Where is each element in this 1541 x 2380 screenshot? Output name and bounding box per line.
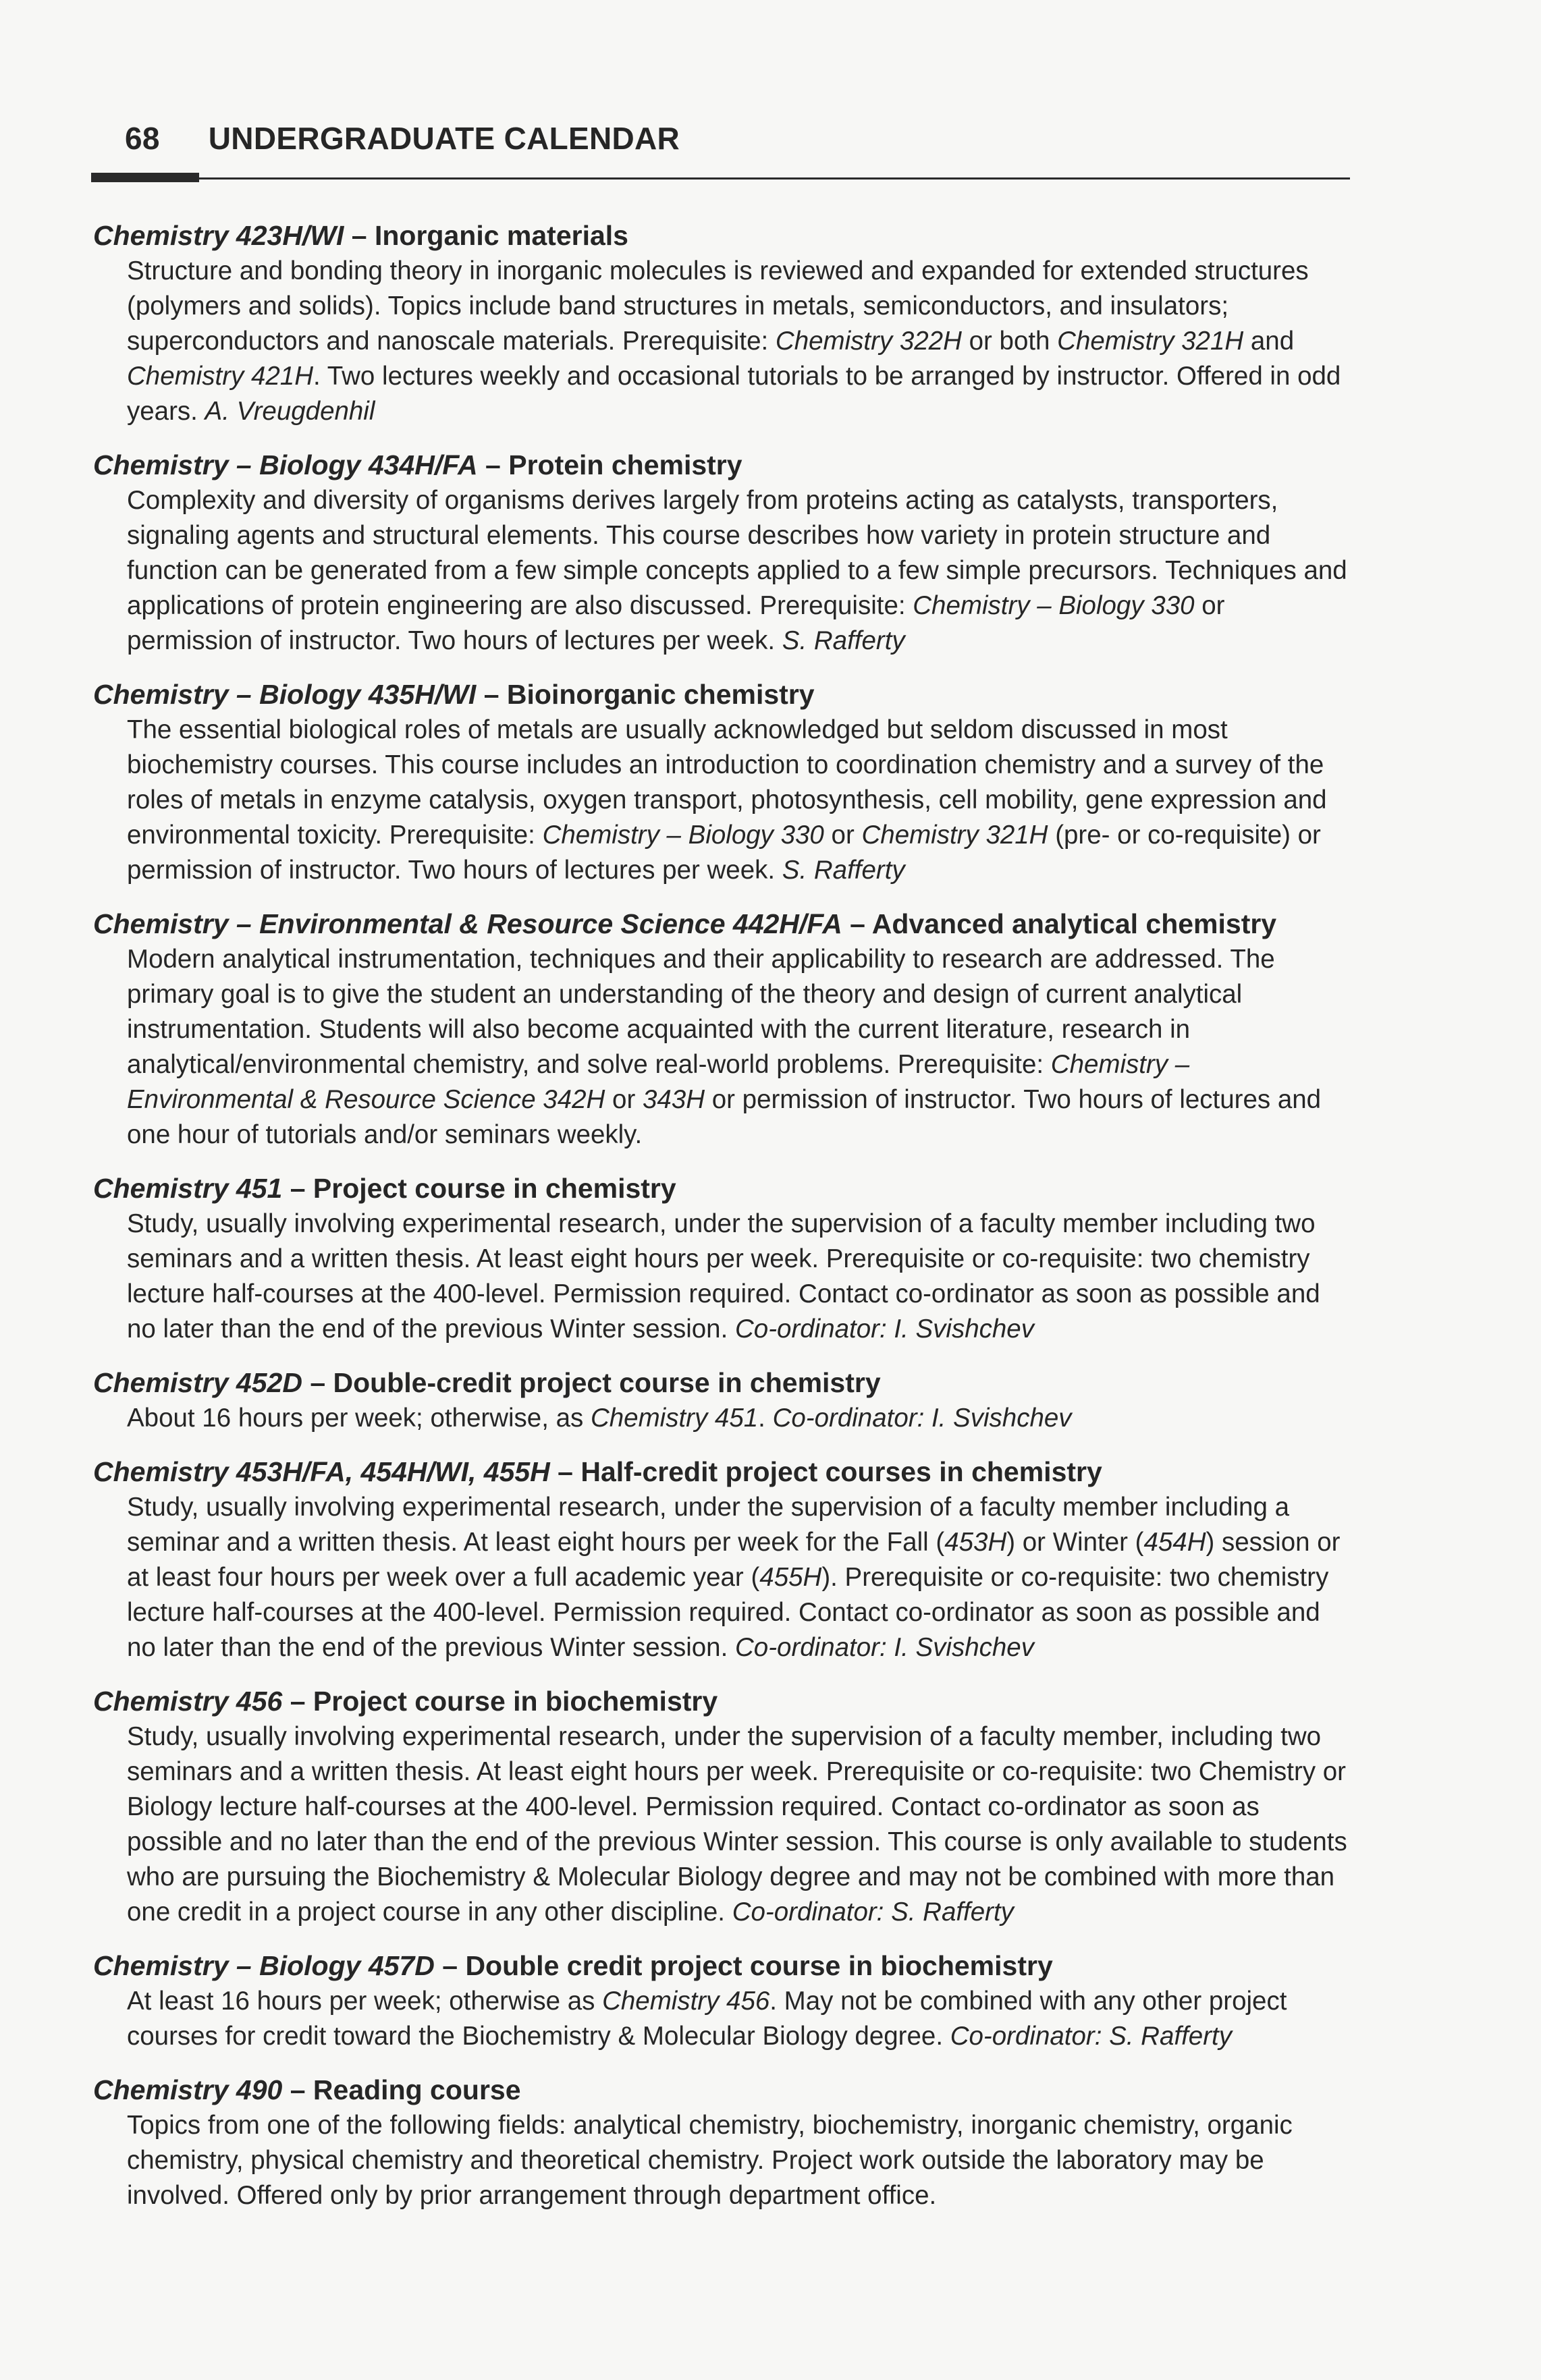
description-text: Topics from one of the following fields: analytical chemistry, biochemistry, inorganic chemistry, organic chemistry, physical chemistry and theoretical chemistry. Project work outside the laboratory may be involved. Offered only by prior arrangement through department office. [127, 2111, 1293, 2210]
course-entry [93, 1947, 1355, 2054]
course-name: Project course in biochemistry [313, 1686, 718, 1717]
page-header [125, 120, 680, 157]
calendar-title: UNDERGRADUATE CALENDAR [208, 121, 680, 156]
course-name: Half-credit project courses in chemistry [580, 1456, 1102, 1487]
course-description [93, 1207, 1355, 1347]
course-title [93, 2072, 1355, 2108]
description-italic: 343H [642, 1085, 705, 1114]
description-text: Study, usually involving experimental research, under the supervision of a faculty member including two seminars and a written thesis. At least eight hours per week. Prerequisite or co-requisite: two chemistry lecture half-courses at the 400-level. Permission required. Contact co-ordinator as soon as possible and no later than the end of the previous Winter session. [127, 1209, 1320, 1344]
description-text: The essential biological roles of metals are usually acknowledged but seldom discussed in most biochemistry courses. This course includes an introduction to coordination chemistry and a survey of the roles of metals in enzyme catalysis, oxygen transport, photosynthesis, cell mobility, gene expression and environmental toxicity. Prerequisite: [127, 715, 1327, 850]
page-number: 68 [125, 121, 160, 156]
description-italic: Chemistry 451 [590, 1404, 759, 1433]
description-text: ). Prerequisite or co-requisite: two chemistry lecture half-courses at the 400-level. Permission required. Contact co-ordinator as soon as possible and no later than the end of the previous Winter session. [127, 1563, 1329, 1662]
description-text: ) session or at least four hours per week over a full academic year ( [127, 1528, 1341, 1592]
course-name: Advanced analytical chemistry [871, 908, 1277, 939]
course-name: Bioinorganic chemistry [506, 679, 815, 710]
description-italic: S. Rafferty [782, 626, 905, 655]
header-rule-accent [91, 173, 199, 182]
description-italic: Chemistry 456 [602, 1987, 770, 2016]
course-name: Inorganic materials [375, 220, 628, 251]
description-text: or [823, 821, 862, 850]
description-text: (pre- or co-requisite) or permission of instructor. Two hours of lectures per week. [127, 821, 1321, 885]
course-title [93, 1947, 1355, 1984]
description-text: . [758, 1404, 773, 1433]
description-text: or [605, 1085, 643, 1114]
title-separator: – [302, 1367, 333, 1398]
course-entry [93, 1683, 1355, 1930]
description-text: ) or Winter ( [1006, 1528, 1144, 1557]
course-code: Chemistry 456 [93, 1686, 283, 1717]
description-italic: Co-ordinator: S. Rafferty [950, 2022, 1232, 2051]
description-italic: Chemistry 321H [1057, 327, 1244, 356]
course-title [93, 676, 1355, 713]
course-description [93, 1490, 1355, 1665]
title-separator: – [434, 1950, 466, 1981]
description-italic: Co-ordinator: I. Svishchev [735, 1633, 1034, 1662]
description-italic: Chemistry – Environmental & Resource Science 342H [127, 1050, 1190, 1114]
course-code: Chemistry – Biology 435H/WI [93, 679, 477, 710]
course-description [93, 942, 1355, 1153]
course-list [93, 217, 1355, 2231]
course-description [93, 1401, 1355, 1436]
course-title [93, 1683, 1355, 1719]
description-italic: Chemistry 421H [127, 362, 314, 391]
course-entry [93, 217, 1355, 429]
description-italic: Chemistry – Biology 330 [542, 821, 824, 850]
course-entry [93, 1170, 1355, 1347]
title-separator: – [842, 908, 872, 939]
description-text: . May not be combined with any other project courses for credit toward the Biochemistry & Molecular Biology degree. [127, 1987, 1287, 2051]
course-code: Chemistry – Biology 457D [93, 1950, 435, 1981]
description-text: or permission of instructor. Two hours of lectures per week. [127, 591, 1225, 655]
course-title [93, 906, 1355, 942]
title-separator: – [549, 1456, 581, 1487]
course-code: Chemistry – Biology 434H/FA [93, 449, 478, 480]
description-italic: Co-ordinator: I. Svishchev [735, 1314, 1034, 1344]
course-description [93, 2108, 1355, 2213]
course-entry [93, 1364, 1355, 1436]
description-text: About 16 hours per week; otherwise, as [127, 1404, 591, 1433]
description-italic: A. Vreugdenhil [205, 397, 375, 426]
course-code: Chemistry – Environmental & Resource Science 442H/FA [93, 908, 842, 939]
course-code: Chemistry 490 [93, 2074, 283, 2105]
description-text: Modern analytical instrumentation, techniques and their applicability to research are addressed. The primary goal is to give the student an understanding of the theory and design of current analytical instrumentation. Students will also become acquainted with the current literature, research in analytical/environmental chemistry, and solve real-world problems. Prerequisite: [127, 945, 1275, 1079]
course-title [93, 1364, 1355, 1401]
course-description [93, 1984, 1355, 2054]
title-separator: – [477, 449, 509, 480]
title-separator: – [476, 679, 507, 710]
course-title [93, 1454, 1355, 1490]
description-italic: Chemistry 322H [775, 327, 962, 356]
description-text: At least 16 hours per week; otherwise as [127, 1987, 603, 2016]
title-separator: – [282, 1173, 313, 1204]
course-name: Double-credit project course in chemistry [333, 1367, 881, 1398]
course-description [93, 254, 1355, 429]
title-separator: – [344, 220, 375, 251]
course-code: Chemistry 453H/FA, 454H/WI, 455H [93, 1456, 550, 1487]
course-description [93, 713, 1355, 888]
description-text: Study, usually involving experimental research, under the supervision of a faculty member including a seminar and a written thesis. At least eight hours per week for the Fall ( [127, 1493, 1289, 1557]
description-italic: 454H [1143, 1528, 1206, 1557]
course-entry [93, 2072, 1355, 2213]
course-name: Reading course [313, 2074, 521, 2105]
description-text: or permission of instructor. Two hours of lectures and one hour of tutorials and/or seminars weekly. [127, 1085, 1322, 1149]
header-rule [91, 177, 1350, 179]
description-text: Complexity and diversity of organisms derives largely from proteins acting as catalysts, transporters, signaling agents and structural elements. This course describes how variety in protein structure and function can be generated from a few simple concepts applied to a few simple precursors. Techniques and applications of protein engineering are also discussed. Prerequisite: [127, 486, 1347, 620]
course-title [93, 217, 1355, 254]
course-title [93, 1170, 1355, 1207]
course-entry [93, 447, 1355, 659]
description-text: Structure and bonding theory in inorganic molecules is reviewed and expanded for extended structures (polymers and solids). Topics include band structures in metals, semiconductors, and insulators; superconductors and nanoscale materials. Prerequisite: [127, 256, 1309, 356]
description-italic: Co-ordinator: I. Svishchev [772, 1404, 1072, 1433]
course-name: Project course in chemistry [313, 1173, 676, 1204]
course-code: Chemistry 451 [93, 1173, 283, 1204]
course-title [93, 447, 1355, 483]
description-italic: Co-ordinator: S. Rafferty [732, 1898, 1014, 1927]
description-italic: 455H [759, 1563, 822, 1592]
description-text: or both [961, 327, 1058, 356]
description-text: and [1243, 327, 1295, 356]
course-description [93, 483, 1355, 659]
title-separator: – [282, 2074, 313, 2105]
course-entry [93, 1454, 1355, 1665]
title-separator: – [282, 1686, 313, 1717]
description-italic: S. Rafferty [782, 856, 905, 885]
description-italic: 453H [944, 1528, 1007, 1557]
course-entry [93, 676, 1355, 888]
course-entry [93, 906, 1355, 1153]
course-code: Chemistry 423H/WI [93, 220, 344, 251]
description-italic: Chemistry – Biology 330 [913, 591, 1195, 620]
description-text: . Two lectures weekly and occasional tutorials to be arranged by instructor. Offered in odd years. [127, 362, 1341, 426]
course-name: Double credit project course in biochemistry [465, 1950, 1053, 1981]
course-code: Chemistry 452D [93, 1367, 302, 1398]
description-text: Study, usually involving experimental research, under the supervision of a faculty member, including two seminars and a written thesis. At least eight hours per week. Prerequisite or co-requisite: two Chemistry or Biology lecture half-courses at the 400-level. Permission required. Contact co-ordinator as soon as possible and no later than the end of the previous Winter session. This course is only available to students who are pursuing the Biochemistry & Molecular Biology degree and may not be combined with more than one credit in a project course in any other discipline. [127, 1722, 1347, 1927]
course-name: Protein chemistry [508, 449, 742, 480]
course-description [93, 1719, 1355, 1930]
description-italic: Chemistry 321H [861, 821, 1048, 850]
